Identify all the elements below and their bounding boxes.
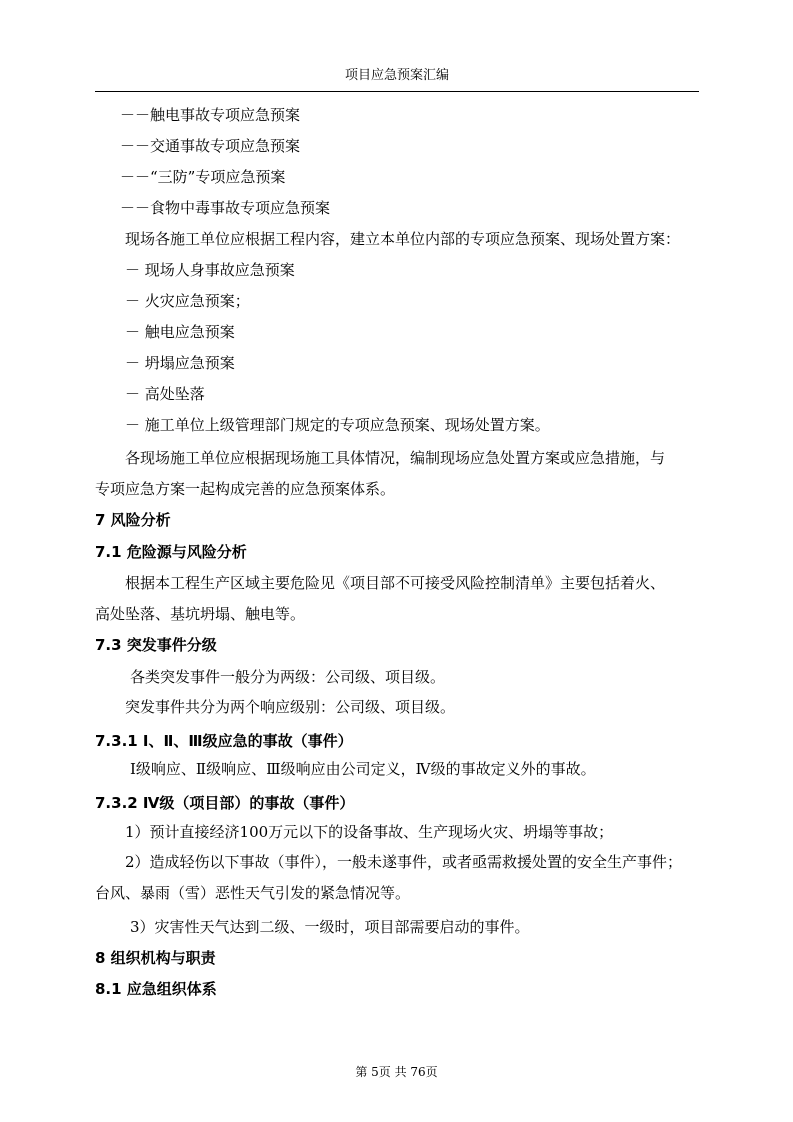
section-heading: 7.3 突发事件分级 <box>95 636 217 654</box>
body-line: 2）造成轻伤以下事故（事件），一般未遂事件，或者亟需救援处置的安全生产事件； <box>125 853 683 871</box>
section-heading: 8.1 应急组织体系 <box>95 980 217 998</box>
section-heading: 8 组织机构与职责 <box>95 949 216 967</box>
body-line: －－触电事故专项应急预案 <box>120 106 301 124</box>
body-line: 现场各施工单位应根据工程内容，建立本单位内部的专项应急预案、现场处置方案： <box>125 230 681 248</box>
body-line: Ⅰ级响应、Ⅱ级响应、Ⅲ级响应由公司定义，Ⅳ级的事故定义外的事故。 <box>130 760 596 778</box>
body-line: 3）灾害性天气达到二级、一级时，项目部需要启动的事件。 <box>130 918 530 936</box>
section-heading: 7 风险分析 <box>95 511 171 529</box>
body-line: 台风、暴雨（雪）恶性天气引发的紧急情况等。 <box>95 884 411 902</box>
header-rule <box>95 91 699 92</box>
body-line: 专项应急方案一起构成完善的应急预案体系。 <box>95 480 396 498</box>
list-item: － 高处坠落 <box>125 385 205 403</box>
body-line: 各类突发事件一般分为两级：公司级、项目级。 <box>130 668 446 686</box>
list-item: － 触电应急预案 <box>125 323 235 341</box>
section-heading: 7.1 危险源与风险分析 <box>95 543 247 561</box>
list-item: － 施工单位上级管理部门规定的专项应急预案、现场处置方案。 <box>125 416 550 434</box>
section-heading: 7.3.1 Ⅰ、Ⅱ、Ⅲ级应急的事故（事件） <box>95 732 353 750</box>
list-item: － 火灾应急预案； <box>125 292 250 310</box>
section-heading: 7.3.2 Ⅳ级（项目部）的事故（事件） <box>95 794 355 812</box>
body-line: 突发事件共分为两个响应级别：公司级、项目级。 <box>125 698 456 716</box>
body-line: －－交通事故专项应急预案 <box>120 137 301 155</box>
page-header-title: 项目应急预案汇编 <box>344 68 449 83</box>
list-item: － 现场人身事故应急预案 <box>125 261 295 279</box>
page-number: 第 5页 共 76页 <box>355 1065 438 1079</box>
body-line: －－“三防”专项应急预案 <box>120 168 286 186</box>
body-line: 1）预计直接经济100万元以下的设备事故、生产现场火灾、坍塌等事故； <box>125 823 614 841</box>
body-line: 各现场施工单位应根据现场施工具体情况，编制现场应急处置方案或应急措施，与 <box>125 449 666 467</box>
list-item: － 坍塌应急预案 <box>125 354 235 372</box>
body-line: －－食物中毒事故专项应急预案 <box>120 199 331 217</box>
body-line: 高处坠落、基坑坍塌、触电等。 <box>95 605 306 623</box>
body-line: 根据本工程生产区域主要危险见《项目部不可接受风险控制清单》主要包括着火、 <box>125 574 666 592</box>
